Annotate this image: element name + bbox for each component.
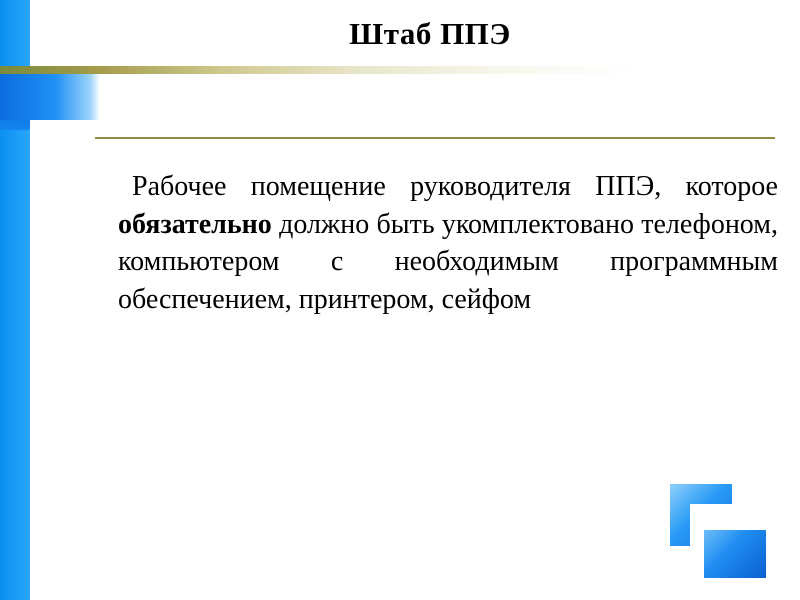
header-blue-gradient-bar xyxy=(0,74,100,120)
body-segment-3: должно быть укомплектовано телефоном, компьютером с необходимым программным обеспечением, принтером, сейфом xyxy=(118,208,778,315)
decorative-square-lower xyxy=(704,530,766,578)
body-segment-1: Рабочее помещение руководителя ППЭ, которое xyxy=(132,171,778,202)
header-divider-rule xyxy=(95,137,775,139)
header-olive-gradient-bar xyxy=(0,66,800,74)
slide-body-text xyxy=(118,168,778,318)
page-title: Штаб ППЭ xyxy=(349,16,511,51)
body-segment-emphasis: обязательно xyxy=(118,208,272,240)
